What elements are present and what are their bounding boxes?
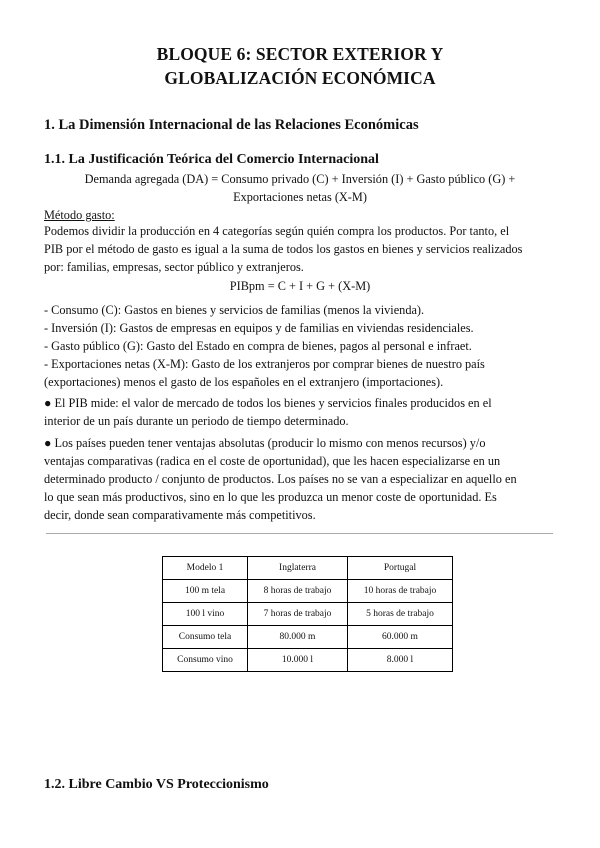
bullet-ventajas-line: lo que sean más productivos, sino en lo que les produzca un menor coste de oportunidad. Es <box>44 490 497 504</box>
component-item-gasto-publico: - Gasto público (G): Gasto del Estado en compra de bienes, pagos al personal e infraet. <box>44 339 472 353</box>
bullet-pib-line: interior de un país durante un periodo de tiempo determinado. <box>44 414 349 428</box>
section-1-1-heading: 1.1. La Justificación Teórica del Comercio Internacional <box>44 152 379 167</box>
paragraph-line: por: familias, empresas, sector público y extranjeros. <box>44 260 304 274</box>
section-1-heading: 1. La Dimensión Internacional de las Relaciones Económicas <box>44 117 419 133</box>
table-cell: 100 l vino <box>163 603 248 626</box>
component-item-exportaciones: - Exportaciones netas (X-M): Gasto de los extranjeros por comprar bienes de nuestro país <box>44 357 485 371</box>
table-cell: Consumo tela <box>163 626 248 649</box>
table-cell: 80.000 m <box>248 626 348 649</box>
formula-demanda-agregada-line-2: Exportaciones netas (X-M) <box>233 190 367 204</box>
component-item-consumo: - Consumo (C): Gastos en bienes y servicios de familias (menos la vivienda). <box>44 303 425 317</box>
table-cell: 7 horas de trabajo <box>248 603 348 626</box>
table-cell: 100 m tela <box>163 580 248 603</box>
formula-pib: PIBpm = C + I + G + (X-M) <box>229 279 371 293</box>
bullet-ventajas-line: determinado producto / conjunto de productos. Los países no se van a especializar en aquello en <box>44 472 517 486</box>
table-cell: 10 horas de trabajo <box>348 580 453 603</box>
table-row <box>163 649 453 672</box>
paragraph-line: PIB por el método de gasto es igual a la suma de todos los gastos en bienes y servicios realizados <box>44 242 523 256</box>
document-title-line-1: BLOQUE 6: SECTOR EXTERIOR Y <box>156 44 444 64</box>
table-row <box>163 626 453 649</box>
table-header-cell: Inglaterra <box>248 557 348 580</box>
table-cell: 8.000 l <box>348 649 453 672</box>
table-header-cell: Modelo 1 <box>163 557 248 580</box>
document-title-line-2: GLOBALIZACIÓN ECONÓMICA <box>164 68 436 88</box>
table-header-cell: Portugal <box>348 557 453 580</box>
section-1-2-heading: 1.2. Libre Cambio VS Proteccionismo <box>44 777 269 792</box>
table-cell: 60.000 m <box>348 626 453 649</box>
metodo-gasto-label: Método gasto: <box>44 208 115 222</box>
modelo-1-table <box>162 556 453 672</box>
table-cell: 10.000 l <box>248 649 348 672</box>
component-item-exportaciones-cont: (exportaciones) menos el gasto de los españoles en el extranjero (importaciones). <box>44 375 444 389</box>
table-cell: 8 horas de trabajo <box>248 580 348 603</box>
bullet-ventajas-line: ● Los países pueden tener ventajas absolutas (producir lo mismo con menos recursos) y/o <box>44 436 486 450</box>
bullet-ventajas-line: decir, donde sean comparativamente más competitivos. <box>44 508 316 522</box>
bullet-pib-line: ● El PIB mide: el valor de mercado de todos los bienes y servicios finales producidos en el <box>44 396 492 410</box>
paragraph-line: Podemos dividir la producción en 4 categorías según quién compra los productos. Por tanto, el <box>44 224 510 238</box>
table-row <box>163 580 453 603</box>
table-cell: Consumo vino <box>163 649 248 672</box>
horizontal-divider <box>46 533 553 534</box>
table-row <box>163 603 453 626</box>
bullet-ventajas-line: ventajas comparativas (radica en el coste de oportunidad), que les hacen especializarse en un <box>44 454 501 468</box>
table-cell: 5 horas de trabajo <box>348 603 453 626</box>
table-header-row <box>163 557 453 580</box>
formula-demanda-agregada-line-1: Demanda agregada (DA) = Consumo privado (C) + Inversión (I) + Gasto público (G) + <box>84 172 516 186</box>
component-item-inversion: - Inversión (I): Gastos de empresas en equipos y de familias en viviendas residenciales. <box>44 321 474 335</box>
